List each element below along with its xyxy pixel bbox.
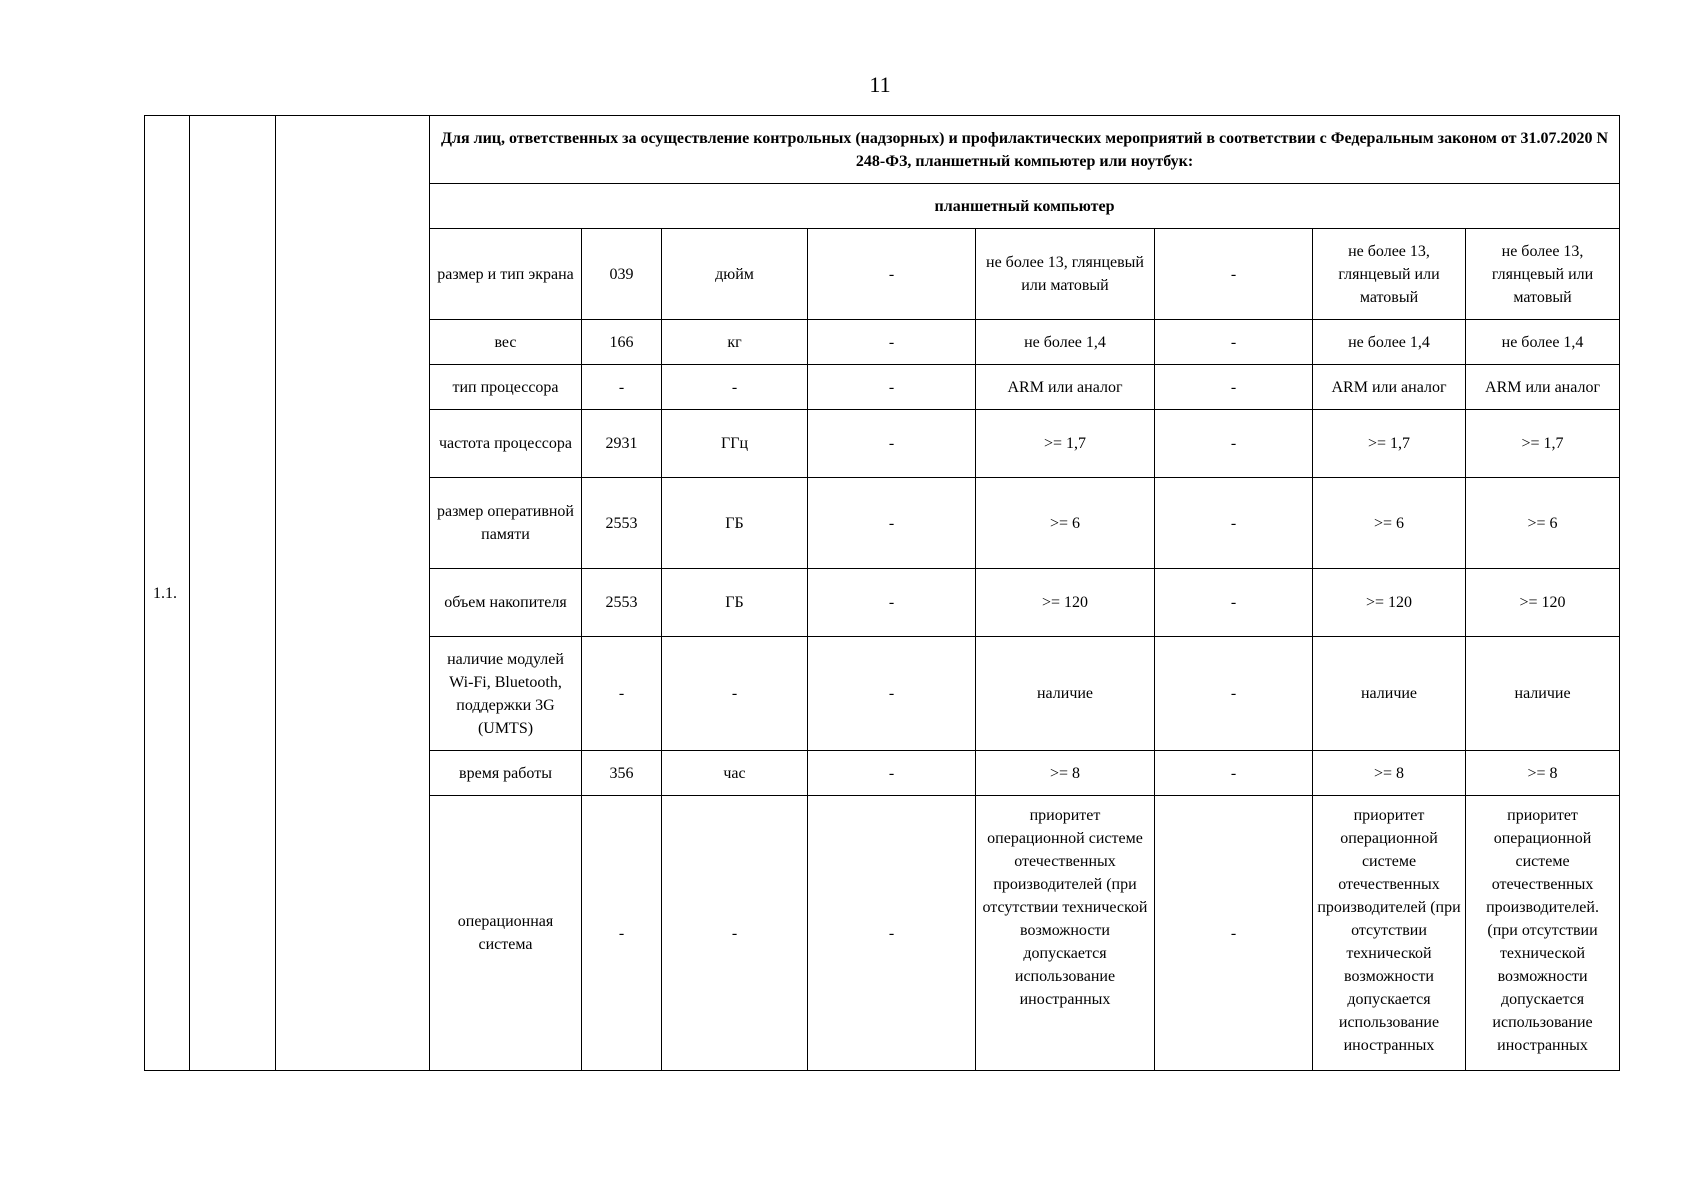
value-cell: не более 1,4 <box>1313 320 1466 365</box>
unit-name: час <box>662 751 808 796</box>
value-cell: приоритет операционной системе отечественных производителей (при отсутствии технической возможности допускается использование иностранных <box>976 796 1155 1071</box>
unit-name: ГБ <box>662 478 808 569</box>
unit-name: - <box>662 796 808 1071</box>
value-cell: - <box>808 365 976 410</box>
value-cell: ARM или аналог <box>976 365 1155 410</box>
characteristic-name: вес <box>430 320 582 365</box>
okei-code: 166 <box>582 320 662 365</box>
value-cell: - <box>808 751 976 796</box>
value-cell: - <box>1155 637 1313 751</box>
value-cell: не более 13, глянцевый или матовый <box>1313 229 1466 320</box>
value-cell: >= 8 <box>1313 751 1466 796</box>
value-cell: не более 1,4 <box>1466 320 1620 365</box>
value-cell: - <box>808 637 976 751</box>
group-header: Для лиц, ответственных за осуществление контрольных (надзорных) и профилактических мероприятий в соответствии с Федеральным законом от 31.07.2020 N 248-ФЗ, планшетный компьютер или ноутбук: <box>430 116 1620 184</box>
value-cell: - <box>1155 751 1313 796</box>
value-cell: - <box>808 320 976 365</box>
row-number-cell: 1.1. <box>145 116 190 1071</box>
value-cell: ARM или аналог <box>1313 365 1466 410</box>
value-cell: - <box>808 796 976 1071</box>
value-cell: наличие <box>1466 637 1620 751</box>
unit-name: - <box>662 637 808 751</box>
value-cell: >= 120 <box>1313 569 1466 637</box>
okei-code: 039 <box>582 229 662 320</box>
group-header-row <box>145 116 1620 184</box>
okei-code: 2553 <box>582 569 662 637</box>
value-cell: - <box>808 478 976 569</box>
value-cell: >= 120 <box>976 569 1155 637</box>
value-cell: - <box>1155 320 1313 365</box>
value-cell: - <box>808 569 976 637</box>
value-cell: >= 6 <box>1466 478 1620 569</box>
value-cell: не более 13, глянцевый или матовый <box>1466 229 1620 320</box>
empty-cell-col3 <box>276 116 430 1071</box>
value-cell: ARM или аналог <box>1466 365 1620 410</box>
value-cell: наличие <box>1313 637 1466 751</box>
characteristic-name: размер и тип экрана <box>430 229 582 320</box>
okei-code: 2931 <box>582 410 662 478</box>
okei-code: 356 <box>582 751 662 796</box>
value-cell: >= 1,7 <box>1466 410 1620 478</box>
value-cell: >= 6 <box>976 478 1155 569</box>
value-cell: приоритет операционной системе отечественных производителей (при отсутствии технической возможности допускается использование иностранных <box>1313 796 1466 1071</box>
unit-name: дюйм <box>662 229 808 320</box>
value-cell: >= 1,7 <box>976 410 1155 478</box>
value-cell: - <box>1155 796 1313 1071</box>
page-number: 11 <box>869 72 891 97</box>
characteristic-name: частота процессора <box>430 410 582 478</box>
value-cell: не более 1,4 <box>976 320 1155 365</box>
value-cell: наличие <box>976 637 1155 751</box>
value-cell: >= 8 <box>1466 751 1620 796</box>
value-cell: >= 8 <box>976 751 1155 796</box>
okei-code: - <box>582 796 662 1071</box>
unit-name: - <box>662 365 808 410</box>
characteristic-name: наличие модулей Wi-Fi, Bluetooth, поддержки 3G (UMTS) <box>430 637 582 751</box>
unit-name: кг <box>662 320 808 365</box>
characteristic-name: время работы <box>430 751 582 796</box>
value-cell: - <box>808 410 976 478</box>
value-cell: >= 120 <box>1466 569 1620 637</box>
okei-code: - <box>582 365 662 410</box>
value-cell: - <box>1155 229 1313 320</box>
specification-table <box>144 115 1620 1071</box>
value-cell: - <box>1155 365 1313 410</box>
unit-name: ГБ <box>662 569 808 637</box>
value-cell: - <box>1155 478 1313 569</box>
subgroup-header: планшетный компьютер <box>430 184 1620 229</box>
value-cell: не более 13, глянцевый или матовый <box>976 229 1155 320</box>
value-cell: - <box>1155 569 1313 637</box>
empty-cell-col2 <box>190 116 276 1071</box>
value-cell: - <box>1155 410 1313 478</box>
characteristic-name: размер оперативной памяти <box>430 478 582 569</box>
value-cell: >= 1,7 <box>1313 410 1466 478</box>
characteristic-name: операционная система <box>430 796 582 1071</box>
okei-code: 2553 <box>582 478 662 569</box>
characteristic-name: объем накопителя <box>430 569 582 637</box>
characteristic-name: тип процессора <box>430 365 582 410</box>
value-cell: - <box>808 229 976 320</box>
value-cell: >= 6 <box>1313 478 1466 569</box>
value-cell: приоритет операционной системе отечественных производителей. (при отсутствии технической возможности допускается использование иностранных <box>1466 796 1620 1071</box>
unit-name: ГГц <box>662 410 808 478</box>
okei-code: - <box>582 637 662 751</box>
